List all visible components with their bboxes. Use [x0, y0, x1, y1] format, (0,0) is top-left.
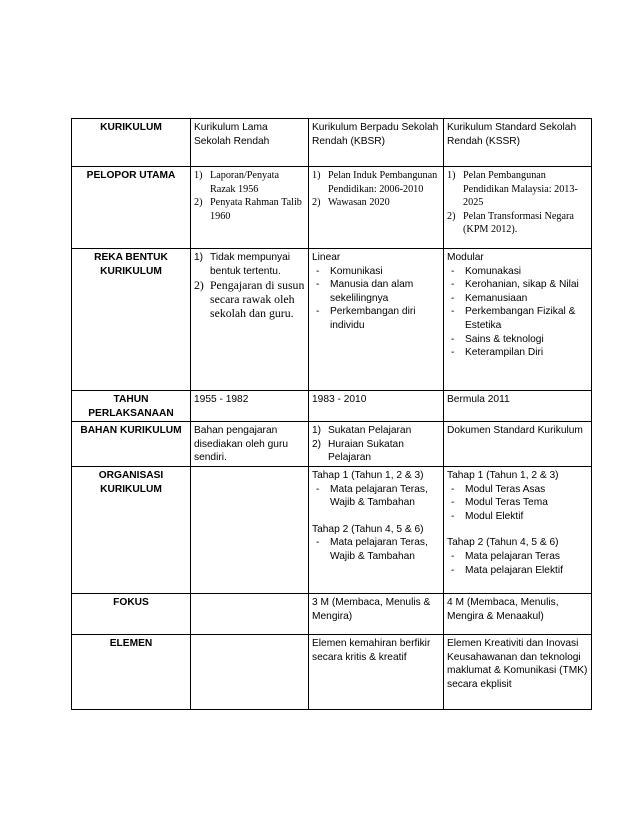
fokus-col1-empty — [191, 593, 309, 634]
fokus-col3: 4 M (Membaca, Menulis, Mengira & Menaakul) — [444, 593, 592, 634]
list-item: 2) Pelan Transformasi Negara (KPM 2012). — [447, 210, 574, 236]
row-pelopor-utama — [72, 167, 592, 249]
row-bahan — [72, 422, 592, 467]
elemen-col2: Elemen kemahiran berfikir secara kritis & kreatif — [309, 634, 444, 709]
row-label-organisasi: ORGANISASI KURIKULUM — [72, 466, 191, 593]
list-item: 2) Huraian Sukatan Pelajaran — [312, 438, 404, 464]
list-item: - Mata pelajaran Teras, Wajib & Tambahan — [316, 537, 428, 562]
list-item: - Perkembangan Fizikal & Estetika — [451, 306, 576, 331]
bahan-col2 — [309, 422, 444, 467]
header-kssr: Kurikulum Standard Sekolah Rendah (KSSR) — [444, 119, 592, 167]
elemen-col3: Elemen Kreativiti dan Inovasi Keusahawanan dan teknologi maklumat & Komunikasi (TMK) secara ekplisit — [444, 634, 592, 709]
tahap-1-heading: Tahap 1 (Tahun 1, 2 & 3) — [447, 469, 559, 481]
curriculum-comparison-table — [71, 118, 592, 710]
list-item: 2) Wawasan 2020 — [312, 197, 390, 209]
tahun-col2: 1983 - 2010 — [309, 391, 444, 422]
list-item: 2) Pengajaran di susun secara rawak oleh sekolah dan guru. — [194, 278, 305, 321]
organisasi-col2 — [309, 466, 444, 593]
bahan-col1: Bahan pengajaran disediakan oleh guru sendiri. — [191, 422, 309, 467]
row-reka-bentuk — [72, 249, 592, 391]
design-type-heading: Linear — [312, 252, 341, 263]
list-item: - Mata pelajaran Elektif — [451, 564, 563, 576]
list-item: - Manusia dan alam sekelilingnya — [316, 279, 414, 304]
row-elemen — [72, 634, 592, 709]
reka-bentuk-col2 — [309, 249, 444, 391]
list-item: - Modul Teras Tema — [451, 497, 548, 509]
row-label-tahun: TAHUN PERLAKSANAAN — [72, 391, 191, 422]
tahap-1-heading: Tahap 1 (Tahun 1, 2 & 3) — [312, 469, 424, 481]
list-item: 1) Sukatan Pelajaran — [312, 425, 412, 437]
row-label-reka-bentuk: REKA BENTUK KURIKULUM — [72, 249, 191, 391]
list-item: - Sains & teknologi — [451, 333, 544, 345]
list-item: 1) Pelan Induk Pembangunan Pendidikan: 2006-2010 — [312, 170, 438, 195]
list-item: - Kerohanian, sikap & Nilai — [451, 279, 579, 291]
list-item: 2) Penyata Rahman Talib 1960 — [194, 197, 302, 222]
header-row — [72, 119, 592, 167]
list-item: - Kemanusiaan — [451, 292, 528, 304]
organisasi-col1-empty — [191, 466, 309, 593]
row-label-pelopor: PELOPOR UTAMA — [72, 167, 191, 249]
header-kurikulum-lama: Kurikulum Lama Sekolah Rendah — [191, 119, 309, 167]
row-organisasi — [72, 466, 592, 593]
list-item: 1) Laporan/Penyata Razak 1956 — [194, 170, 280, 195]
tahun-col3: Bermula 2011 — [444, 391, 592, 422]
reka-bentuk-col3 — [444, 249, 592, 391]
header-kbsr: Kurikulum Berpadu Sekolah Rendah (KBSR) — [309, 119, 444, 167]
tahap-2-heading: Tahap 2 (Tahun 4, 5 & 6) — [447, 537, 559, 549]
list-item: 1) Tidak mempunyai bentuk tertentu. — [194, 252, 291, 277]
list-item: - Komunikasi — [316, 265, 383, 277]
list-item: - Modul Elektif — [451, 510, 524, 522]
pelopor-col1 — [191, 167, 309, 249]
pelopor-col2 — [309, 167, 444, 249]
list-item: - Keterampilan Diri — [451, 347, 544, 359]
fokus-col2: 3 M (Membaca, Menulis & Mengira) — [309, 593, 444, 634]
list-item: - Perkembangan diri individu — [316, 306, 416, 331]
row-tahun — [72, 391, 592, 422]
reka-bentuk-col1 — [191, 249, 309, 391]
row-fokus — [72, 593, 592, 634]
list-item: - Komunakasi — [451, 265, 522, 277]
tahap-2-heading: Tahap 2 (Tahun 4, 5 & 6) — [312, 523, 424, 535]
organisasi-col3 — [444, 466, 592, 593]
bahan-col3: Dokumen Standard Kurikulum — [444, 422, 592, 467]
row-label-kurikulum: KURIKULUM — [72, 119, 191, 167]
list-item: 1) Pelan Pembangunan Pendidikan Malaysia: 2013-2025 — [447, 170, 578, 209]
row-label-fokus: FOKUS — [72, 593, 191, 634]
row-label-elemen: ELEMEN — [72, 634, 191, 709]
row-label-bahan: BAHAN KURIKULUM — [72, 422, 191, 467]
pelopor-col3 — [444, 167, 592, 249]
list-item: - Mata pelajaran Teras — [451, 550, 560, 562]
design-type-heading: Modular — [447, 252, 484, 263]
list-item: - Mata pelajaran Teras, Wajib & Tambahan — [316, 483, 428, 509]
tahun-col1: 1955 - 1982 — [191, 391, 309, 422]
elemen-col1-empty — [191, 634, 309, 709]
list-item: - Modul Teras Asas — [451, 483, 546, 495]
